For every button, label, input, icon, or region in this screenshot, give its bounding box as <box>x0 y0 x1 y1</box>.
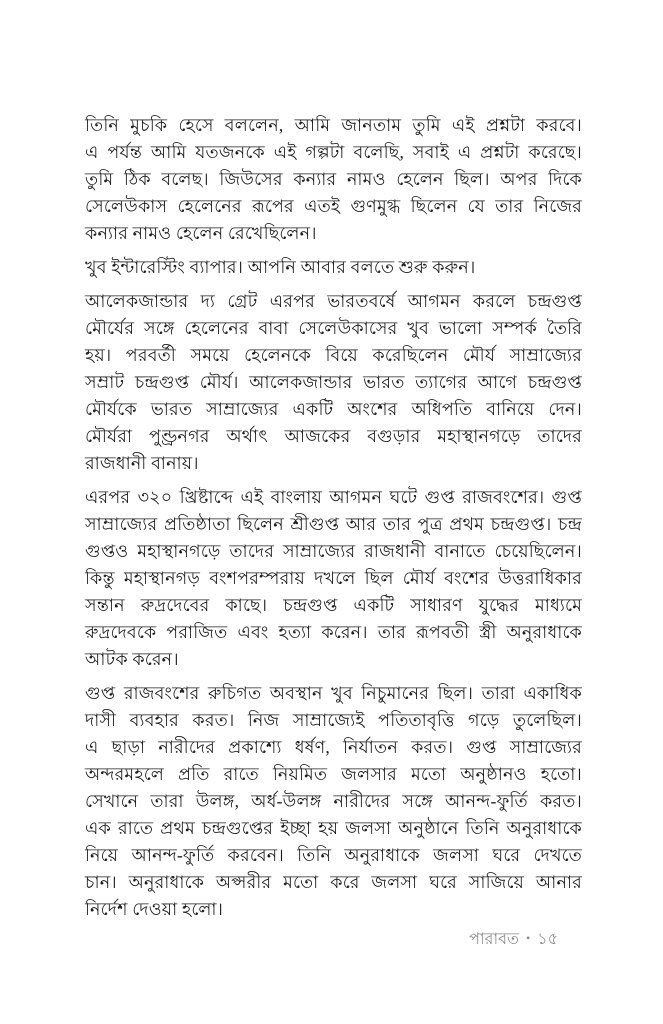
page-body-text <box>85 112 582 930</box>
text-line: মৌর্যকে ভারত সাম্রাজ্যের একটি অংশের অধিপতি বানিয়ে দেন। <box>85 399 582 419</box>
text-line: খুব ইন্টারেস্টিং ব্যাপার। আপনি আবার বলতে শুরু করুন। <box>85 257 476 277</box>
text-line: সম্রাট চন্দ্রগুপ্ত মৌর্য। আলেকজান্ডার ভারত ত্যাগের আগে চন্দ্রগুপ্ত <box>85 372 582 392</box>
text-line: মৌর্যের সঙ্গে হেলেনের বাবা সেলেউকাসের খুব ভালো সম্পর্ক তৈরি <box>85 318 582 338</box>
text-line: এক রাতে প্রথম চন্দ্রগুপ্তের ইচ্ছা হয় জলসা অনুষ্ঠানে তিনি অনুরাধাকে <box>85 818 582 838</box>
text-line: নিয়ে আনন্দ-ফুর্তি করবেন। তিনি অনুরাধাকে জলসা ঘরে দেখতে <box>85 845 582 865</box>
text-line: তিনি মুচকি হেসে বললেন, আমি জানতাম তুমি এই প্রশ্নটা করবে। <box>85 115 582 135</box>
paragraph <box>85 484 582 673</box>
text-line: চান। অনুরাধাকে অপ্সরীর মতো করে জলসা ঘরে সাজিয়ে আনার <box>85 872 582 892</box>
paragraph <box>85 112 582 247</box>
page-number: ১৫ <box>537 931 558 948</box>
paragraph <box>85 680 582 923</box>
text-line: আটক করেন। <box>85 649 179 669</box>
text-line: হয়। পরবর্তী সময়ে হেলেনকে বিয়ে করেছিলেন মৌর্য সাম্রাজ্যের <box>85 345 582 365</box>
bullet-separator-icon: • <box>526 931 531 945</box>
paragraph <box>85 288 582 477</box>
running-title: পারাবত <box>469 931 520 948</box>
text-line: এ ছাড়া নারীদের প্রকাশ্যে ধর্ষণ, নির্যাতন করত। গুপ্ত সাম্রাজ্যের <box>85 737 582 757</box>
text-line: কন্যার নামও হেলেন রেখেছিলেন। <box>85 223 317 243</box>
text-line: মৌর্যরা পুণ্ড্রনগর অর্থাৎ আজকের বগুড়ার মহাস্থানগড়ে তাদের <box>85 426 582 446</box>
text-line: সন্তান রুদ্রদেবের কাছে। চন্দ্রগুপ্ত একটি সাধারণ যুদ্ধের মাধ্যমে <box>85 595 582 615</box>
text-line: অন্দরমহলে প্রতি রাতে নিয়মিত জলসার মতো অনুষ্ঠানও হতো। <box>85 764 582 784</box>
paragraph <box>85 254 582 281</box>
text-line: নির্দেশ দেওয়া হলো। <box>85 899 224 919</box>
page-footer <box>85 927 582 951</box>
text-line: এরপর ৩২০ খ্রিষ্টাব্দে এই বাংলায় আগমন ঘটে গুপ্ত রাজবংশের। গুপ্ত <box>85 487 582 507</box>
text-line: তুমি ঠিক বলেছ। জিউসের কন্যার নামও হেলেন ছিল। অপর দিকে <box>85 169 582 189</box>
text-line: সেখানে তারা উলঙ্গ, অর্ধ-উলঙ্গ নারীদের সঙ্গে আনন্দ-ফুর্তি করত। <box>85 791 582 811</box>
text-line: সেলেউকাস হেলেনের রূপের এতই গুণমুগ্ধ ছিলেন যে তার নিজের <box>85 196 582 216</box>
text-line: সাম্রাজ্যের প্রতিষ্ঠাতা ছিলেন শ্রীগুপ্ত আর তার পুত্র প্রথম চন্দ্রগুপ্ত। চন্দ্র <box>85 514 582 534</box>
text-line: আলেকজান্ডার দ্য গ্রেট এরপর ভারতবর্ষে আগমন করলে চন্দ্রগুপ্ত <box>85 291 582 311</box>
text-line: গুপ্ত রাজবংশের রুচিগত অবস্থান খুব নিচুমানের ছিল। তারা একাধিক <box>85 683 582 703</box>
text-line: কিন্তু মহাস্থানগড় বংশপরম্পরায় দখলে ছিল মৌর্য বংশের উত্তরাধিকার <box>85 568 582 588</box>
text-line: রুদ্রদেবকে পরাজিত এবং হত্যা করেন। তার রূপবতী স্ত্রী অনুরাধাকে <box>85 622 582 642</box>
text-line: গুপ্তও মহাস্থানগড়ে তাদের সাম্রাজ্যের রাজধানী বানাতে চেয়েছিলেন। <box>85 541 582 561</box>
text-line: দাসী ব্যবহার করত। নিজ সাম্রাজ্যেই পতিতাবৃত্তি গড়ে তুলেছিল। <box>85 710 582 730</box>
text-line: এ পর্যন্ত আমি যতজনকে এই গল্পটা বলেছি, সবাই এ প্রশ্নটা করেছে। <box>85 142 582 162</box>
text-line: রাজধানী বানায়। <box>85 453 199 473</box>
